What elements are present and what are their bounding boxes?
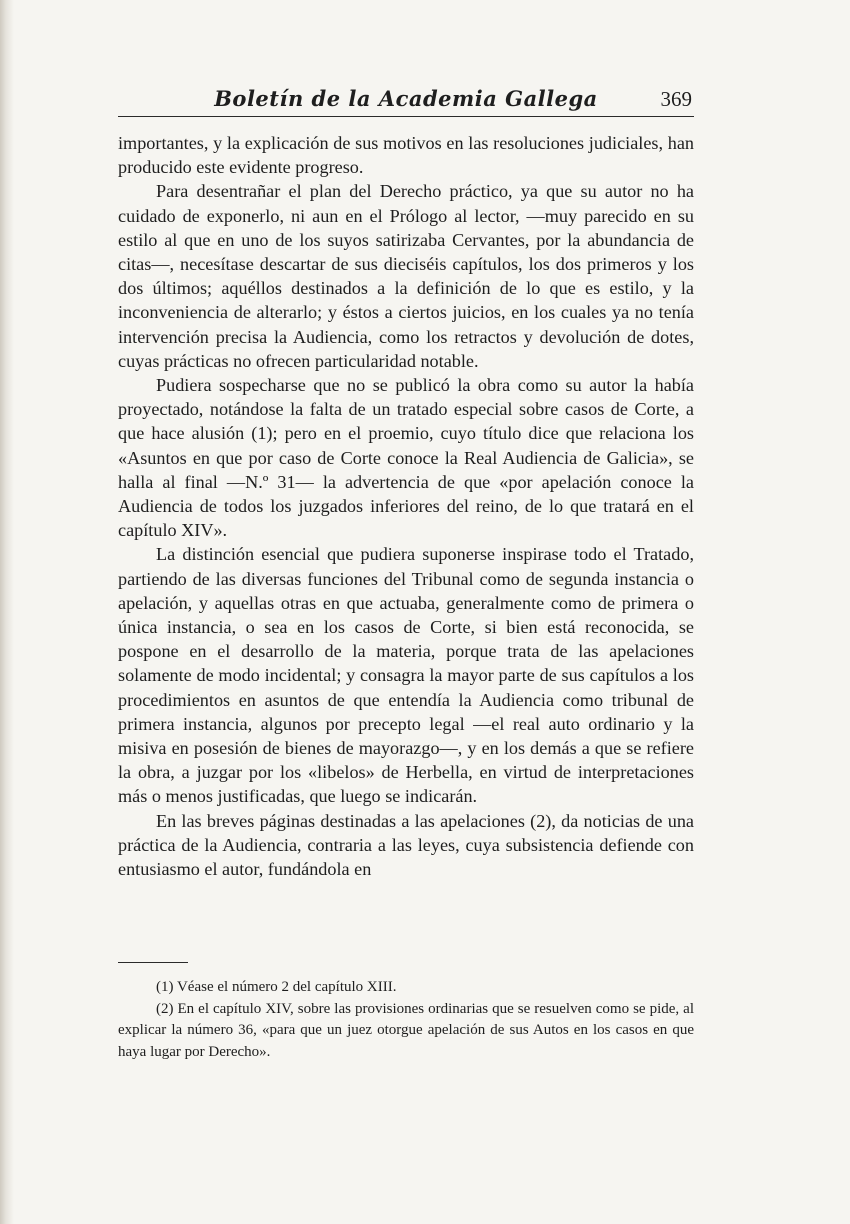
header-rule [118,116,694,117]
page-header [118,80,694,112]
body-text [118,131,694,881]
running-title: Boletín de la Academia Gallega [214,86,598,111]
footnotes [118,977,694,1063]
paragraph: En las breves páginas destinadas a las apelaciones (2), da noticias de una práctica de la Audiencia, contraria a las leyes, cuya subsistencia defiende con entusiasmo el autor, fundándola en [118,810,694,880]
page-edge [0,0,14,1224]
paragraph: Pudiera sospecharse que no se publicó la obra como su autor la había proyectado, notándose la falta de un tratado especial sobre casos de Corte, a que hace alusión (1); pero en el proemio, cuyo título dice que relaciona los «Asuntos en que por caso de Corte conoce la Real Audiencia de Galicia», se halla al final —N.º 31— la advertencia de que «por apelación conoce la Audiencia de todos los juzgados inferiores del reino, de lo que tratará en el capítulo XIV». [118,375,694,541]
paragraph: Para desentrañar el plan del Derecho práctico, ya que su autor no ha cuidado de exponerlo, ni aun en el Prólogo al lector, —muy parecido en su estilo al que en uno de los suyos satirizaba Cervantes, por la abundancia de citas—, necesítase descartar de sus dieciséis capítulos, los dos primeros y los dos últimos; aquéllos destinados a la definición de lo que es estilo, y la inconveniencia de alterarlo; y éstos a ciertos juicios, en los cuales ya no tenía intervención precisa la Audiencia, como los retractos y devolución de dotes, cuyas prácticas no ofrecen particularidad notable. [118,181,694,371]
footnote: (2) En el capítulo XIV, sobre las provisiones ordinarias que se resuelven como se pide, al explicar la número 36, «para que un juez otorgue apelación de sus Autos en los casos en que haya lugar por Derecho». [118,1000,694,1060]
footnote: (1) Véase el número 2 del capítulo XIII. [156,979,397,995]
paragraph: importantes, y la explicación de sus motivos en las resoluciones judiciales, han producido este evidente progreso. [118,133,694,178]
paragraph: La distinción esencial que pudiera suponerse inspirase todo el Tratado, partiendo de las diversas funciones del Tribunal como de segunda instancia o apelación, y aquellas otras en que actuaba, generalmente como de primera o única instancia, o sea en los casos de Corte, si bien está reconocida, se pospone en el desarrollo de la materia, porque trata de las apelaciones solamente de modo incidental; y consagra la mayor parte de sus capítulos a los procedimientos en asuntos de que entendía la Audiencia como tribunal de primera instancia, algunos por precepto legal —el real auto ordinario y la misiva en posesión de bienes de mayorazgo—, y en los demás a que se refiere la obra, a juzgar por los «libelos» de Herbella, en virtud de interpretaciones más o menos justificadas, que luego se indicarán. [118,544,694,807]
page-number: 369 [660,87,692,111]
footnote-rule [118,962,188,963]
